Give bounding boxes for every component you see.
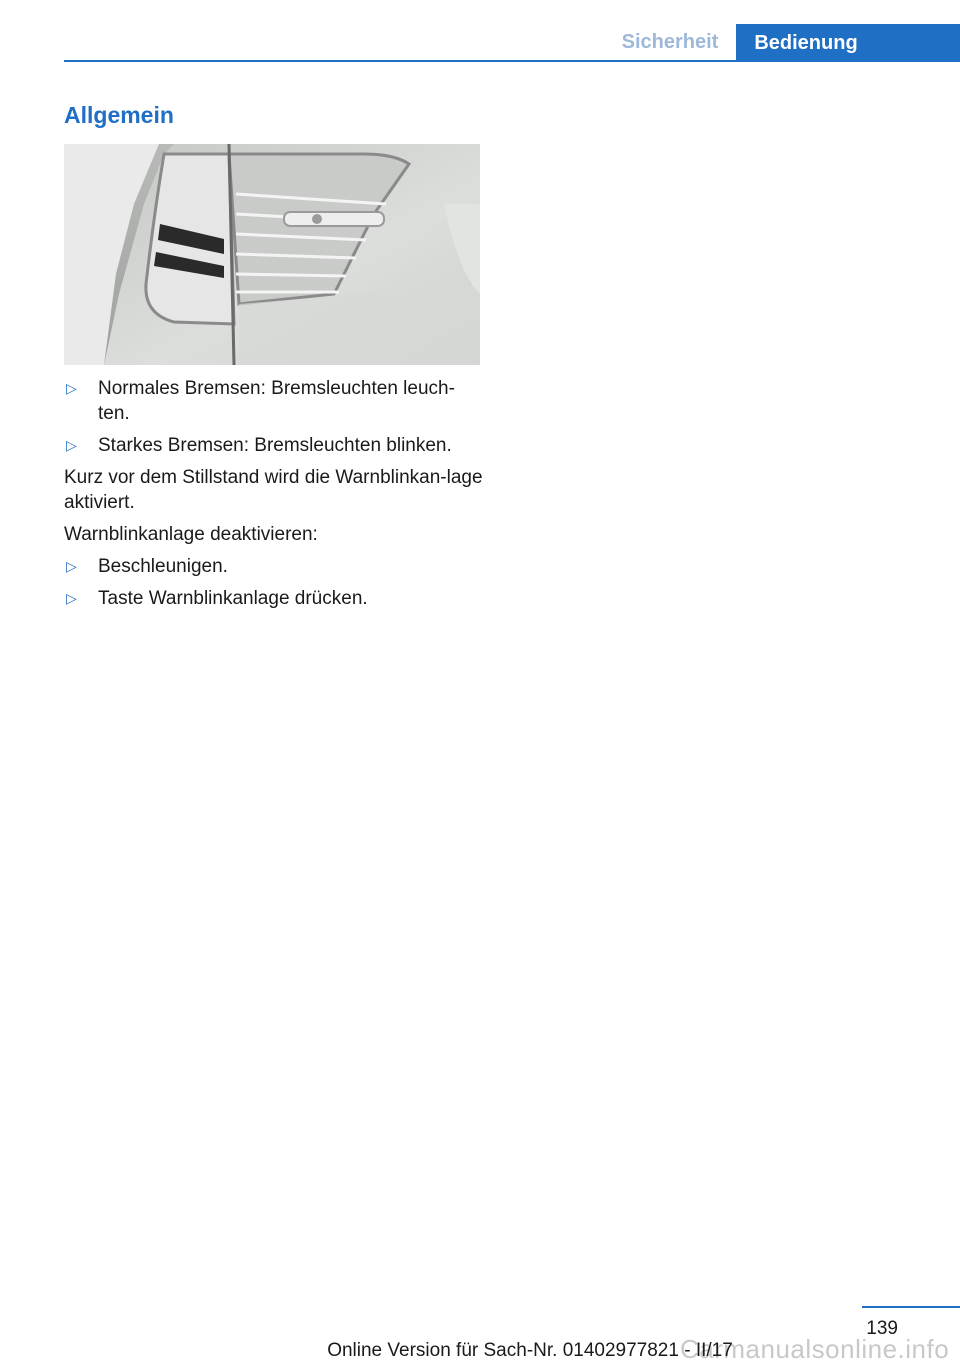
footer-rule [862,1306,960,1308]
page-number: 139 [866,1318,898,1339]
section-title: Allgemein [64,102,174,128]
content-body [64,376,484,618]
footer-note: Online Version für Sach-Nr. 01402977821 - II/17 [327,1340,733,1361]
list-item [64,554,484,579]
tab-bedienung[interactable]: Bedienung [736,24,876,62]
list-item-text: Normales Bremsen: Bremsleuchten leuch-ten. [98,378,455,424]
tail-light-figure [64,144,480,365]
list-item [64,433,484,458]
list-item-text: Taste Warnblinkanlage drücken. [98,588,368,609]
list-item [64,376,484,426]
watermark: Carmanualsonline.info [680,1334,950,1364]
triangle-bullet-icon: ▷ [66,558,77,574]
triangle-bullet-icon: ▷ [66,437,77,453]
tail-light-illustration [64,144,480,365]
triangle-bullet-icon: ▷ [66,380,77,396]
list-item [64,586,484,611]
list-item-text: Beschleunigen. [98,556,228,577]
paragraph: Warnblinkanlage deaktivieren: [64,524,318,545]
list-item-text: Starkes Bremsen: Bremsleuchten blinken. [98,435,452,456]
paragraph: Kurz vor dem Stillstand wird die Warnblinkan-lage aktiviert. [64,467,483,513]
tab-sicherheit[interactable]: Sicherheit [621,30,719,53]
header-tab-extension [876,24,960,62]
triangle-bullet-icon: ▷ [66,590,77,606]
